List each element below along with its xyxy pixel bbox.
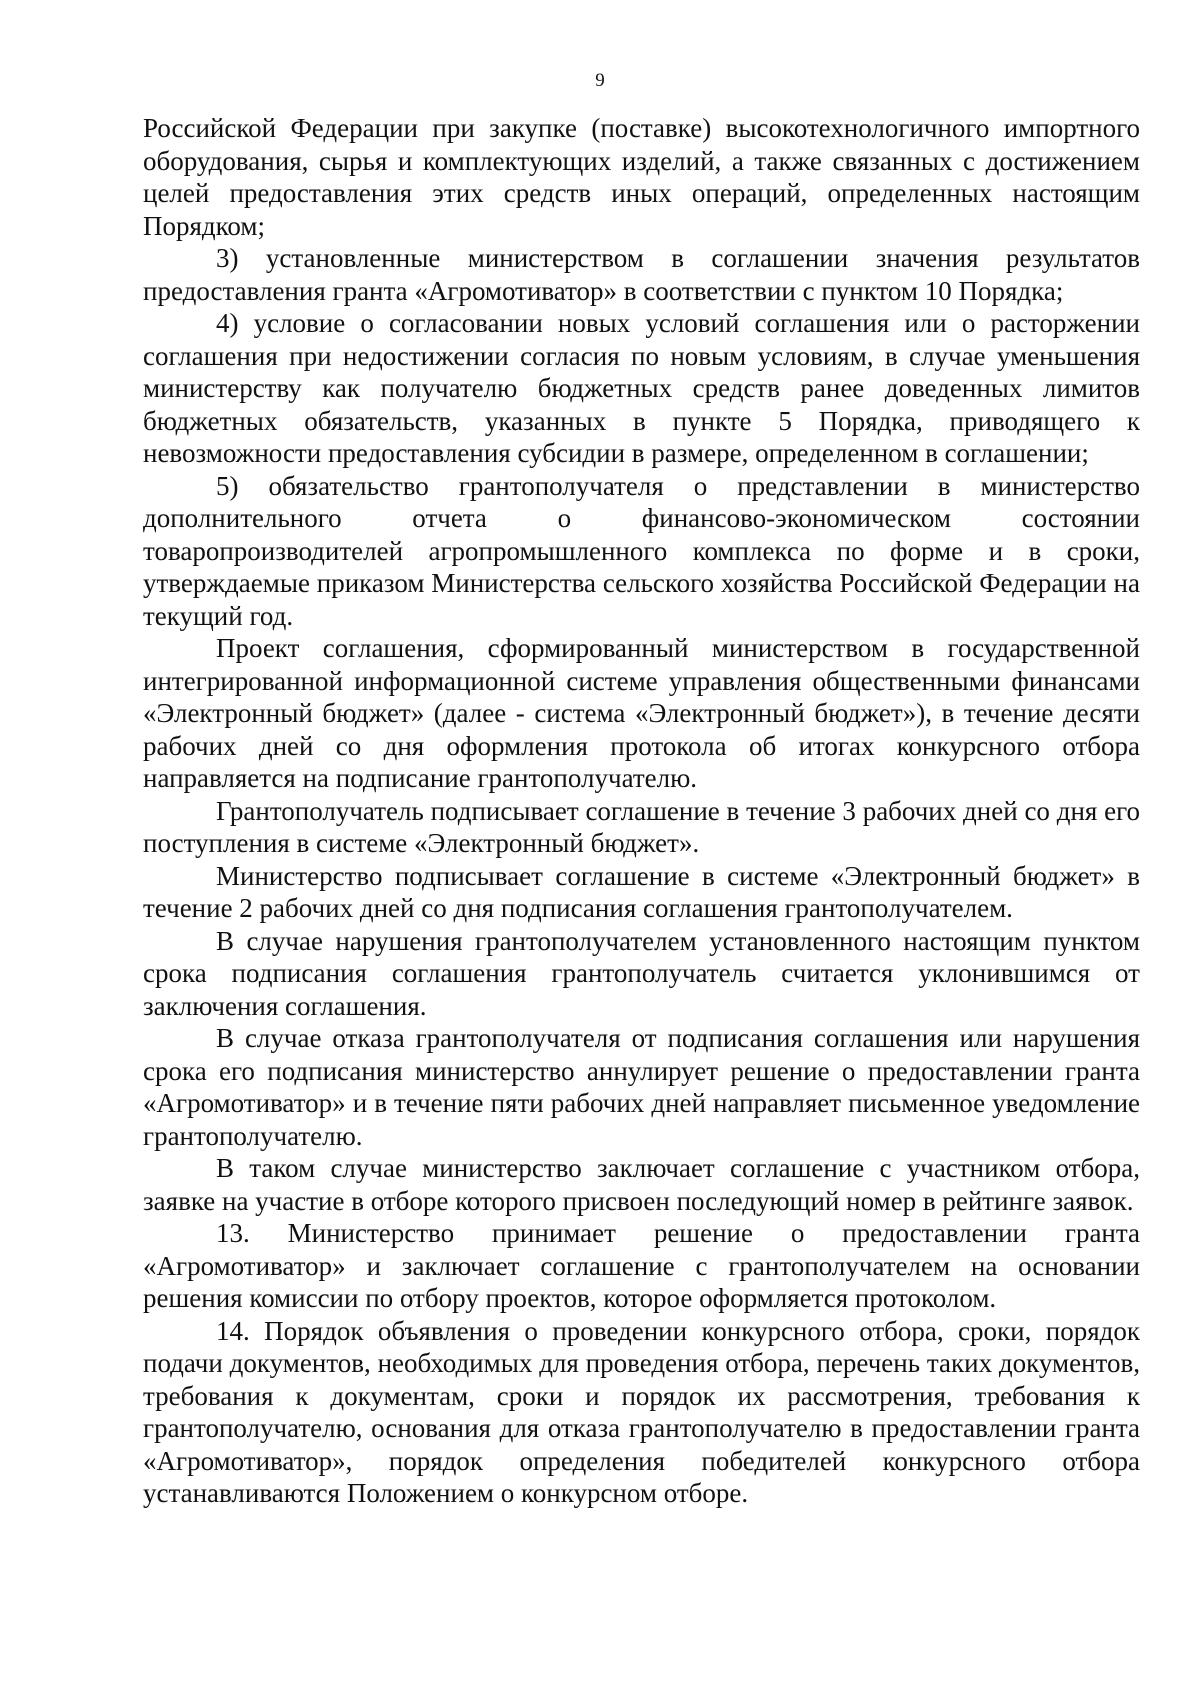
- paragraph: Проект соглашения, сформированный министерством в государственной интегрированной информационной системе управления общественными финансами «Электронный бюджет» (далее - система «Электронный бюджет»), в течение десяти рабочих дней со дня оформления протокола об итогах конкурсного отбора направляется на подписание грантополучателю.: [143, 633, 1140, 793]
- paragraph: В случае отказа грантополучателя от подписания соглашения или нарушения срока его подписания министерство аннулирует решение о предоставлении гранта «Агромотиватор» и в течение пяти рабочих дней направляет письменное уведомление грантополучателю.: [143, 1023, 1140, 1151]
- paragraph: 3) установленные министерством в соглашении значения результатов предоставления гранта «Агромотиватор» в соответствии с пунктом 10 Порядка;: [143, 243, 1140, 306]
- paragraph: Российской Федерации при закупке (поставке) высокотехнологичного импортного оборудования, сырья и комплектующих изделий, а также связанных с достижением целей предоставления этих средств иных операций, определенных настоящим Порядком;: [143, 113, 1140, 241]
- paragraph: 13. Министерство принимает решение о предоставлении гранта «Агромотиватор» и заключает соглашение с грантополучателем на основании решения комиссии по отбору проектов, которое оформляется протоколом.: [143, 1218, 1140, 1313]
- paragraph: 4) условие о согласовании новых условий соглашения или о расторжении соглашения при недостижении согласия по новым условиям, в случае уменьшения министерству как получателю бюджетных средств ранее доведенных лимитов бюджетных обязательств, указанных в пункте 5 Порядка, приводящего к невозможности предоставления субсидии в размере, определенном в соглашении;: [143, 308, 1140, 468]
- paragraph: В случае нарушения грантополучателем установленного настоящим пунктом срока подписания соглашения грантополучатель считается уклонившимся от заключения соглашения.: [143, 925, 1140, 1021]
- paragraph: Министерство подписывает соглашение в системе «Электронный бюджет» в течение 2 рабочих дней со дня подписания соглашения грантополучателем.: [143, 860, 1140, 923]
- paragraph: В таком случае министерство заключает соглашение с участником отбора, заявке на участие в отборе которого присвоен последующий номер в рейтинге заявок.: [143, 1153, 1140, 1216]
- document-body: [143, 112, 1140, 1510]
- paragraph: 14. Порядок объявления о проведении конкурсного отбора, сроки, порядок подачи документов, необходимых для проведения отбора, перечень таких документов, требования к документам, сроки и порядок их рассмотрения, требования к грантополучателю, основания для отказа грантополучателю в предоставлении гранта «Агромотиватор», порядок определения победителей конкурсного отбора устанавливаются Положением о конкурсном отборе.: [143, 1315, 1140, 1508]
- paragraph: Грантополучатель подписывает соглашение в течение 3 рабочих дней со дня его поступления в системе «Электронный бюджет».: [143, 795, 1140, 858]
- page-number: 9: [595, 70, 605, 91]
- paragraph: 5) обязательство грантополучателя о представлении в министерство дополнительного отчета о финансово-экономическом состоянии товаропроизводителей агропромышленного комплекса по форме и в сроки, утверждаемые приказом Министерства сельского хозяйства Российской Федерации на текущий год.: [143, 470, 1140, 631]
